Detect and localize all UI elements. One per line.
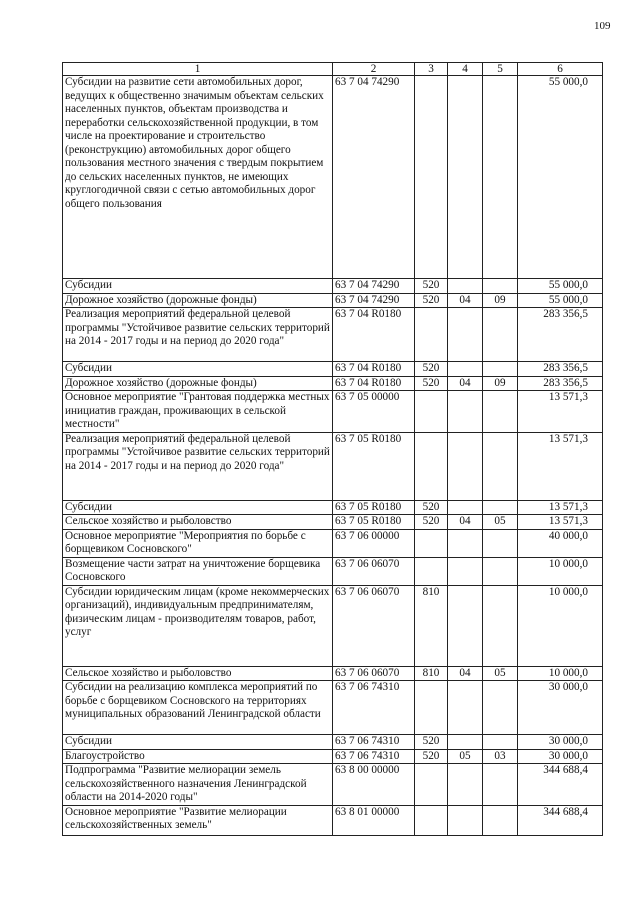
expense-type-cell — [415, 805, 448, 835]
target-code-cell: 63 7 06 74310 — [333, 749, 415, 764]
amount-cell: 30 000,0 — [518, 735, 603, 750]
amount-cell: 283 356,5 — [518, 362, 603, 377]
subsection-cell: 05 — [483, 515, 518, 530]
section-cell — [448, 279, 483, 294]
page-number: 109 — [594, 20, 611, 32]
amount-cell: 40 000,0 — [518, 529, 603, 557]
row-name-cell: Реализация мероприятий федеральной целевой программы "Устойчивое развитие сельских территорий на 2014 - 2017 годы и на период до 2020 года" — [63, 432, 333, 500]
expense-type-cell — [415, 432, 448, 500]
expense-type-cell: 810 — [415, 666, 448, 681]
table-row — [63, 376, 603, 391]
amount-cell: 30 000,0 — [518, 749, 603, 764]
target-code-cell: 63 7 04 74290 — [333, 279, 415, 294]
column-header: 1 — [63, 63, 333, 76]
amount-cell: 13 571,3 — [518, 500, 603, 515]
target-code-cell: 63 7 04 74290 — [333, 76, 415, 279]
target-code-cell: 63 7 06 06070 — [333, 557, 415, 585]
expense-type-cell: 520 — [415, 376, 448, 391]
table-row — [63, 735, 603, 750]
subsection-cell — [483, 805, 518, 835]
row-name-cell: Основное мероприятие "Мероприятия по борьбе с борщевиком Сосновского" — [63, 529, 333, 557]
target-code-cell: 63 7 05 R0180 — [333, 500, 415, 515]
amount-cell: 10 000,0 — [518, 585, 603, 666]
table-row — [63, 76, 603, 279]
expense-type-cell: 810 — [415, 585, 448, 666]
subsection-cell — [483, 764, 518, 806]
column-header: 5 — [483, 63, 518, 76]
table-row — [63, 681, 603, 735]
target-code-cell: 63 8 01 00000 — [333, 805, 415, 835]
row-name-cell: Субсидии — [63, 279, 333, 294]
target-code-cell: 63 7 04 R0180 — [333, 376, 415, 391]
subsection-cell: 05 — [483, 666, 518, 681]
expense-type-cell: 520 — [415, 362, 448, 377]
budget-table — [62, 62, 603, 836]
section-cell — [448, 529, 483, 557]
target-code-cell: 63 7 06 74310 — [333, 735, 415, 750]
section-cell: 04 — [448, 515, 483, 530]
section-cell — [448, 432, 483, 500]
amount-cell: 13 571,3 — [518, 515, 603, 530]
section-cell — [448, 805, 483, 835]
subsection-cell — [483, 432, 518, 500]
target-code-cell: 63 7 04 R0180 — [333, 308, 415, 362]
section-cell: 04 — [448, 666, 483, 681]
section-cell — [448, 76, 483, 279]
subsection-cell: 09 — [483, 293, 518, 308]
amount-cell: 10 000,0 — [518, 666, 603, 681]
section-cell — [448, 391, 483, 433]
row-name-cell: Реализация мероприятий федеральной целевой программы "Устойчивое развитие сельских территорий на 2014 - 2017 годы и на период до 2020 года" — [63, 308, 333, 362]
target-code-cell: 63 7 06 74310 — [333, 681, 415, 735]
expense-type-cell: 520 — [415, 279, 448, 294]
amount-cell: 344 688,4 — [518, 805, 603, 835]
subsection-cell — [483, 529, 518, 557]
expense-type-cell: 520 — [415, 500, 448, 515]
subsection-cell — [483, 308, 518, 362]
subsection-cell — [483, 391, 518, 433]
subsection-cell — [483, 279, 518, 294]
row-name-cell: Благоустройство — [63, 749, 333, 764]
table-row — [63, 749, 603, 764]
target-code-cell: 63 7 04 R0180 — [333, 362, 415, 377]
expense-type-cell — [415, 681, 448, 735]
table-row — [63, 515, 603, 530]
table-row — [63, 432, 603, 500]
row-name-cell: Субсидии — [63, 500, 333, 515]
subsection-cell — [483, 735, 518, 750]
section-cell — [448, 362, 483, 377]
row-name-cell: Субсидии — [63, 362, 333, 377]
row-name-cell: Сельское хозяйство и рыболовство — [63, 515, 333, 530]
subsection-cell — [483, 76, 518, 279]
table-row — [63, 529, 603, 557]
row-name-cell: Возмещение части затрат на уничтожение борщевика Сосновского — [63, 557, 333, 585]
section-cell — [448, 681, 483, 735]
table-row — [63, 805, 603, 835]
subsection-cell — [483, 362, 518, 377]
section-cell — [448, 735, 483, 750]
subsection-cell — [483, 557, 518, 585]
section-cell: 04 — [448, 293, 483, 308]
row-name-cell: Дорожное хозяйство (дорожные фонды) — [63, 376, 333, 391]
amount-cell: 55 000,0 — [518, 76, 603, 279]
amount-cell: 55 000,0 — [518, 293, 603, 308]
amount-cell: 10 000,0 — [518, 557, 603, 585]
column-header: 3 — [415, 63, 448, 76]
row-name-cell: Основное мероприятие "Грантовая поддержка местных инициатив граждан, проживающих в сельской местности" — [63, 391, 333, 433]
row-name-cell: Подпрограмма "Развитие мелиорации земель сельскохозяйственного назначения Ленинградской области на 2014-2020 годы" — [63, 764, 333, 806]
section-cell: 04 — [448, 376, 483, 391]
section-cell — [448, 500, 483, 515]
row-name-cell: Дорожное хозяйство (дорожные фонды) — [63, 293, 333, 308]
target-code-cell: 63 7 05 00000 — [333, 391, 415, 433]
column-header: 4 — [448, 63, 483, 76]
row-name-cell: Субсидии — [63, 735, 333, 750]
column-header: 6 — [518, 63, 603, 76]
row-name-cell: Сельское хозяйство и рыболовство — [63, 666, 333, 681]
section-cell — [448, 764, 483, 806]
target-code-cell: 63 7 05 R0180 — [333, 432, 415, 500]
amount-cell: 55 000,0 — [518, 279, 603, 294]
amount-cell: 30 000,0 — [518, 681, 603, 735]
column-header: 2 — [333, 63, 415, 76]
subsection-cell: 09 — [483, 376, 518, 391]
row-name-cell: Основное мероприятие "Развитие мелиорации сельскохозяйственных земель" — [63, 805, 333, 835]
amount-cell: 13 571,3 — [518, 391, 603, 433]
table-header-row — [63, 63, 603, 76]
table-row — [63, 391, 603, 433]
expense-type-cell — [415, 391, 448, 433]
table-row — [63, 585, 603, 666]
expense-type-cell — [415, 557, 448, 585]
target-code-cell: 63 7 06 00000 — [333, 529, 415, 557]
table-row — [63, 308, 603, 362]
expense-type-cell — [415, 308, 448, 362]
amount-cell: 13 571,3 — [518, 432, 603, 500]
expense-type-cell — [415, 529, 448, 557]
target-code-cell: 63 7 05 R0180 — [333, 515, 415, 530]
subsection-cell — [483, 500, 518, 515]
table-row — [63, 764, 603, 806]
table-row — [63, 293, 603, 308]
table-row — [63, 557, 603, 585]
row-name-cell: Субсидии на развитие сети автомобильных дорог, ведущих к общественно значимым объектам сельских населенных пунктов, объектам производства и переработки сельскохозяйственной продукции, в том числе на проектирование и строительство (реконструкцию) автомобильных дорог общего пользования местного значения с твердым покрытием до сельских населенных пунктов, не имеющих круглогодичной связи с сетью автомобильных дорог общего пользования — [63, 76, 333, 279]
target-code-cell: 63 8 00 00000 — [333, 764, 415, 806]
target-code-cell: 63 7 06 06070 — [333, 585, 415, 666]
section-cell — [448, 557, 483, 585]
amount-cell: 283 356,5 — [518, 308, 603, 362]
row-name-cell: Субсидии на реализацию комплекса мероприятий по борьбе с борщевиком Сосновского на территориях муниципальных образований Ленинградской области — [63, 681, 333, 735]
expense-type-cell — [415, 76, 448, 279]
table-row — [63, 362, 603, 377]
expense-type-cell: 520 — [415, 735, 448, 750]
target-code-cell: 63 7 06 06070 — [333, 666, 415, 681]
target-code-cell: 63 7 04 74290 — [333, 293, 415, 308]
expense-type-cell: 520 — [415, 293, 448, 308]
table-row — [63, 500, 603, 515]
table-row — [63, 279, 603, 294]
section-cell — [448, 308, 483, 362]
row-name-cell: Субсидии юридическим лицам (кроме некоммерческих организаций), индивидуальным предпринимателям, физическим лицам - производителям товаров, работ, услуг — [63, 585, 333, 666]
section-cell: 05 — [448, 749, 483, 764]
expense-type-cell: 520 — [415, 749, 448, 764]
expense-type-cell — [415, 764, 448, 806]
table-row — [63, 666, 603, 681]
section-cell — [448, 585, 483, 666]
subsection-cell — [483, 681, 518, 735]
subsection-cell — [483, 585, 518, 666]
subsection-cell: 03 — [483, 749, 518, 764]
amount-cell: 344 688,4 — [518, 764, 603, 806]
expense-type-cell: 520 — [415, 515, 448, 530]
amount-cell: 283 356,5 — [518, 376, 603, 391]
